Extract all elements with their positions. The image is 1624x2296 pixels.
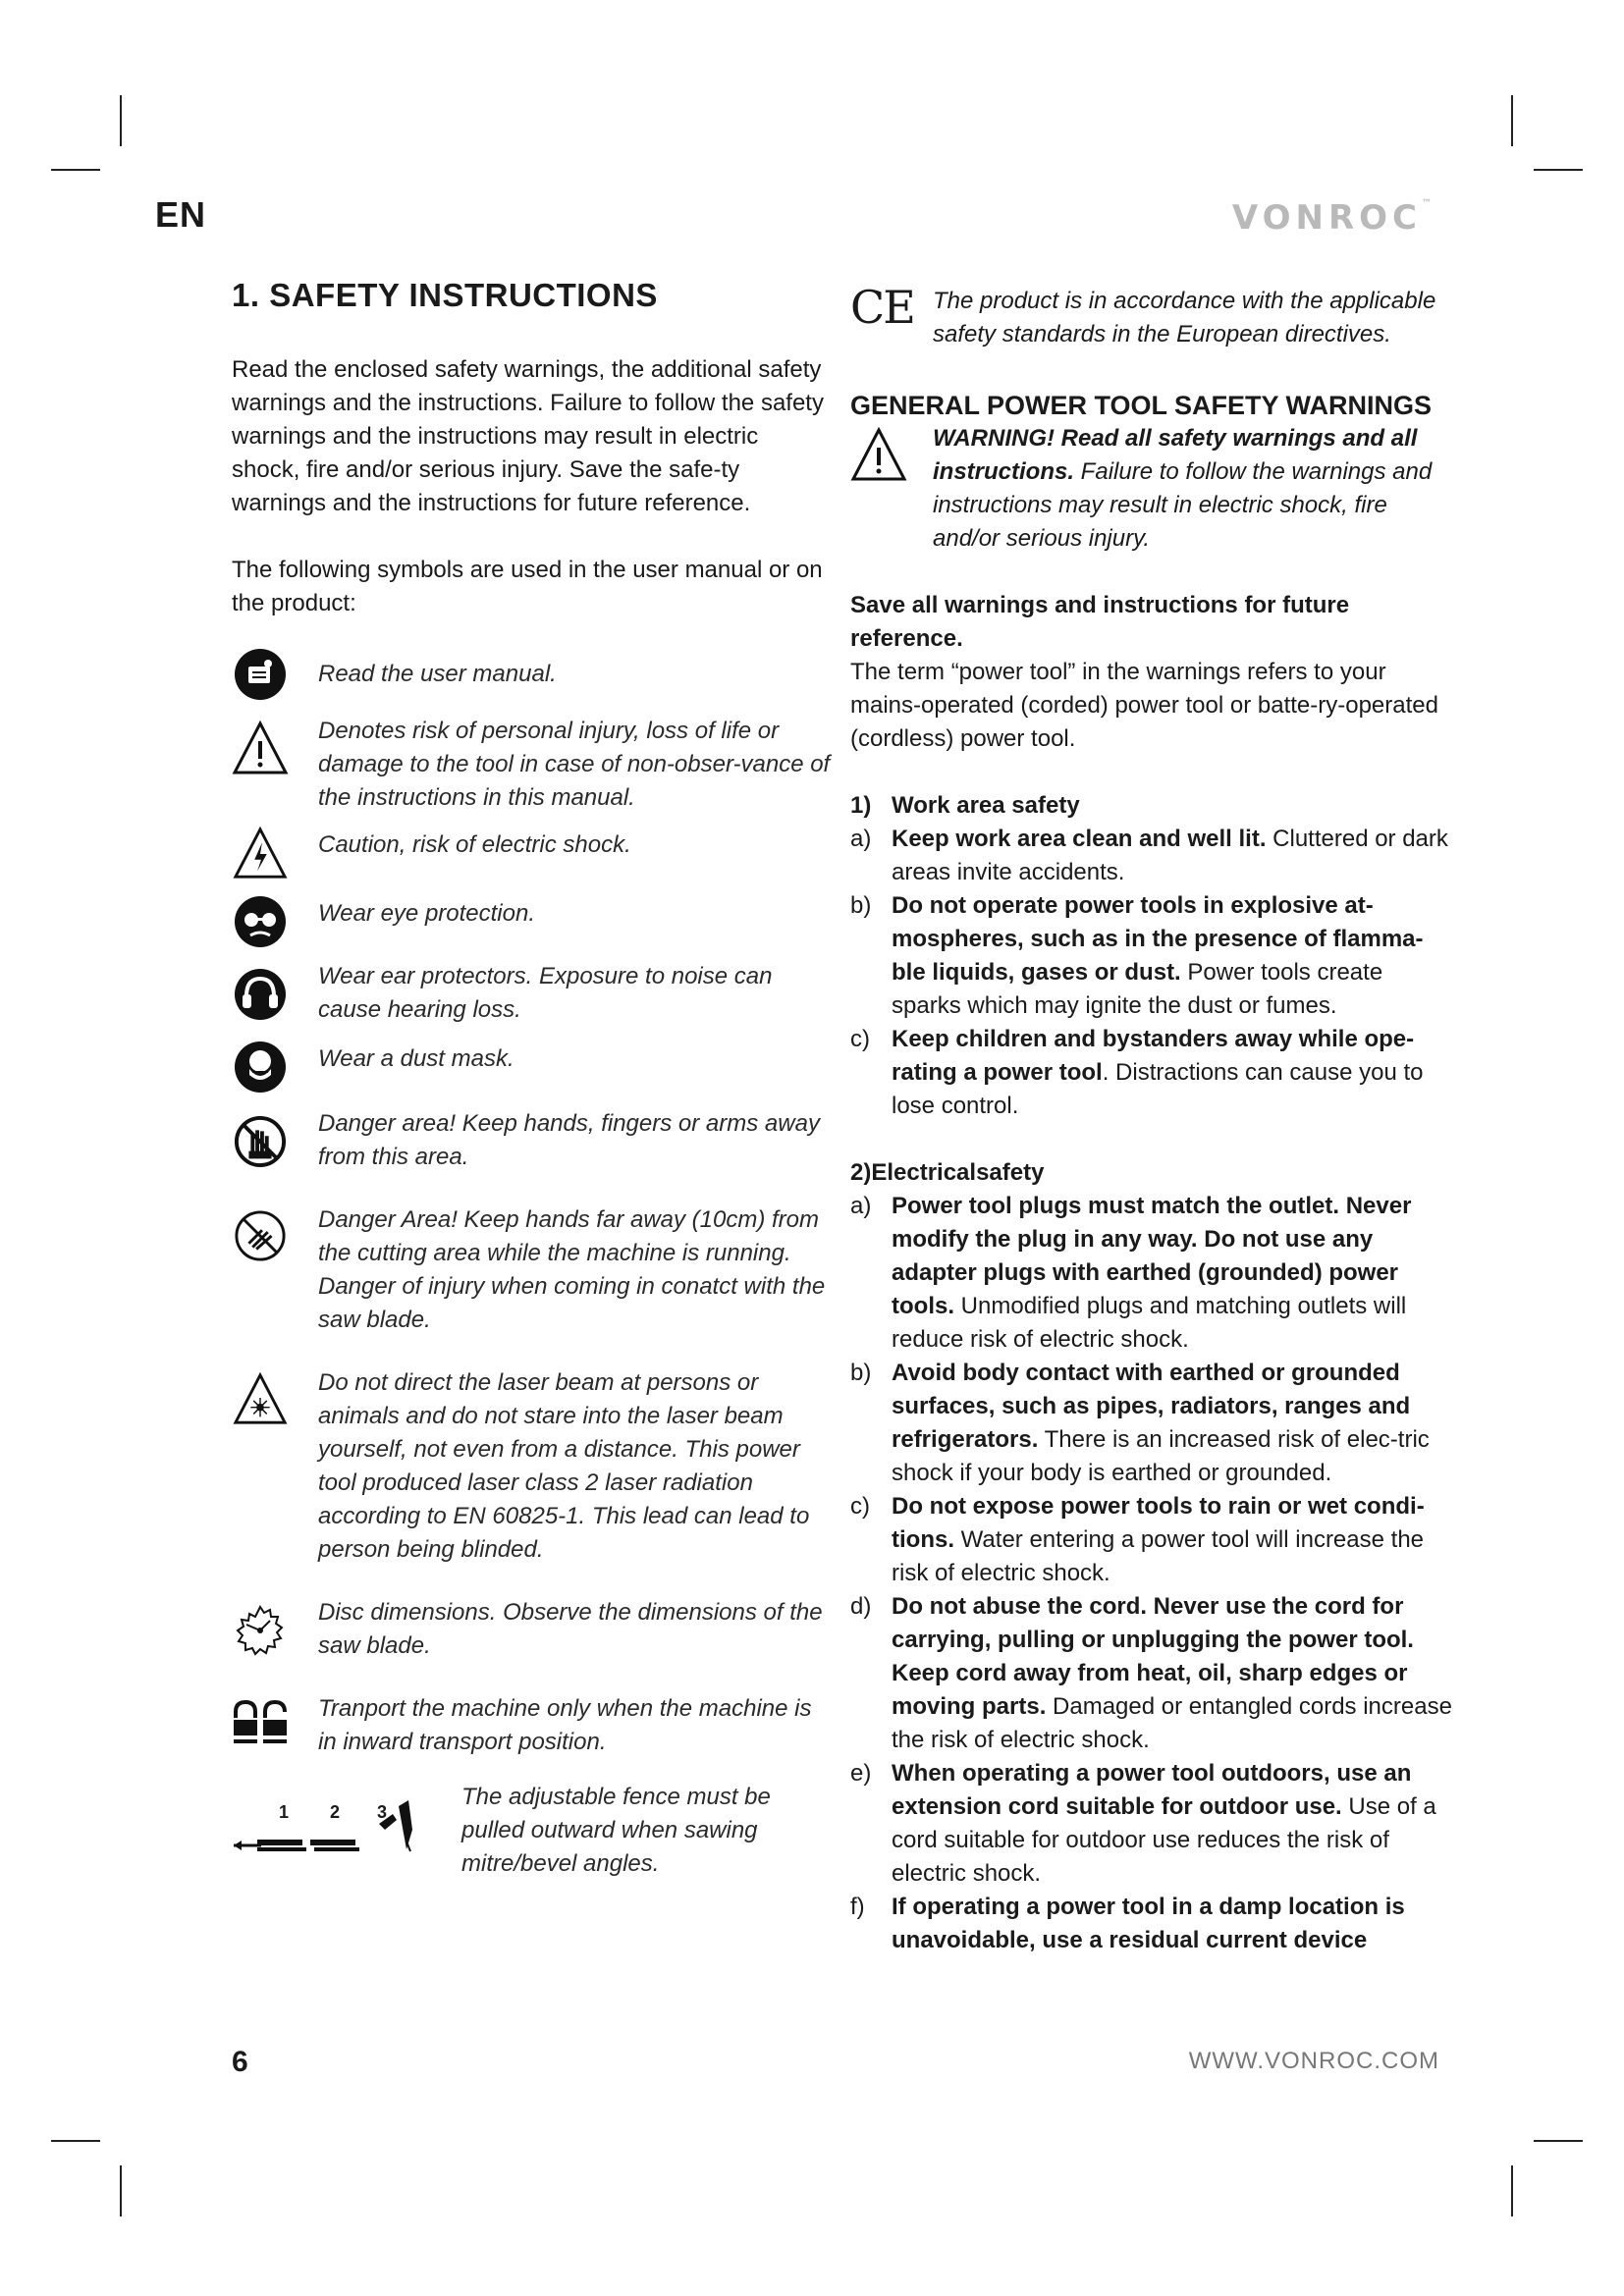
list-item: f) If operating a power tool in a damp location is unavoidable, use a residual current device [850, 1894, 1405, 1953]
brand-name: VONROC [1231, 198, 1422, 238]
list-item: c) Do not expose power tools to rain or wet condi-tions. Water entering a power tool will increase the risk of electric shock. [850, 1493, 1425, 1586]
warning-triangle-icon [850, 422, 933, 488]
fence-label-3: 3 [377, 1802, 388, 1822]
list-item: a) Power tool plugs must match the outlet. Never modify the plug in any way. Do not use any adapter plugs with earthed (grounded) power tools. Unmodified plugs and matching outlets will reduce risk of electric shock. [850, 1193, 1412, 1353]
dust-mask-icon [232, 1039, 289, 1095]
section-1-heading: 1) Work area safety [850, 792, 1080, 819]
crop-mark [120, 95, 122, 146]
list-item: c) Keep children and bystanders away while ope-rating a power tool. Distractions can cause you to lose control. [850, 1026, 1424, 1119]
fence-label-2: 2 [330, 1802, 341, 1822]
intro-paragraph: Read the enclosed safety warnings, the additional safety warnings and the instructions. Failure to follow the safety warnings and the instructions may result in electric shock, fire and/or serious injury. Save the safe-ty warnings and the instructions for future reference. [232, 356, 824, 516]
fence-diagram [232, 1789, 442, 1877]
crop-mark [51, 2140, 100, 2142]
manual-icon [232, 646, 289, 703]
list-item: b) Do not operate power tools in explosive at-mospheres, such as in the presence of flamma-ble liquids, gases or dust. Power tools create sparks which may ignite the dust or fumes. [850, 892, 1424, 1019]
laser-icon [232, 1370, 289, 1427]
ce-text: The product is in accordance with the applicable safety standards in the European directives. [933, 288, 1436, 347]
language-code: EN [155, 194, 207, 235]
section-heading: 1. SAFETY INSTRUCTIONS [232, 277, 658, 313]
symbol-row: Read the user manual. [232, 646, 833, 703]
list-item: b) Avoid body contact with earthed or grounded surfaces, such as pipes, radiators, ranges and refrigerators. There is an increased risk of elec-tric shock if your body is earthed or grounded. [850, 1360, 1430, 1486]
left-column [232, 277, 833, 1881]
crop-mark [1534, 169, 1583, 171]
disc-icon [232, 1602, 289, 1659]
warning-bold: WARNING! Read all safety warnings and all instructions. [933, 425, 1418, 485]
symbol-row: Wear ear protectors. Exposure to noise can cause hearing loss. [232, 960, 833, 1027]
symbol-row: Danger area! Keep hands, fingers or arms away from this area. [232, 1107, 833, 1174]
crop-mark [1511, 2165, 1513, 2216]
no-hands-icon [232, 1113, 289, 1170]
symbols-intro: The following symbols are used in the user manual or on the product: [232, 557, 823, 616]
symbol-row: Wear eye protection. [232, 893, 833, 950]
save-instructions: Save all warnings and instructions for future reference. [850, 592, 1350, 652]
section-1-list [850, 823, 1453, 1123]
section-2-list [850, 1190, 1453, 1957]
electric-shock-icon [232, 825, 289, 881]
symbol-row: Caution, risk of electric shock. [232, 825, 833, 881]
symbol-row: Wear a dust mask. [232, 1039, 833, 1095]
general-warnings-heading: GENERAL POWER TOOL SAFETY WARNINGS [850, 391, 1433, 420]
ce-mark: CE [850, 281, 914, 334]
crop-mark [1534, 2140, 1583, 2142]
symbol-row: Denotes risk of personal injury, loss of life or damage to the tool in case of non-obser-vance of the instructions in this manual. [232, 715, 833, 815]
hands-away-icon [232, 1207, 289, 1264]
eye-protection-icon [232, 893, 289, 950]
ear-protection-icon [232, 966, 289, 1023]
transport-lock-icon [232, 1696, 289, 1753]
symbol-row: Disc dimensions. Observe the dimensions of the saw blade. [232, 1596, 833, 1663]
website-url: WWW.VONROC.COM [1188, 2048, 1439, 2074]
ce-row [850, 277, 1453, 351]
crop-mark [120, 2165, 122, 2216]
section-2-heading: 2)Electricalsafety [850, 1159, 1045, 1186]
symbol-row: Do not direct the laser beam at persons or animals and do not stare into the laser beam yourself, not even from a distance. This power tool produced laser class 2 laser radiation according to EN 60825-1. This lead can lead to person being blinded. [232, 1366, 833, 1567]
symbol-row: Danger Area! Keep hands far away (10cm) from the cutting area while the machine is running. Danger of injury when coming in conatct with the saw blade. [232, 1203, 833, 1337]
symbol-row: Tranport the machine only when the machine is in inward transport position. [232, 1692, 833, 1759]
fence-arrow-icon [232, 1789, 442, 1877]
symbol-row: 1 2 3 The adjustable fence must be pulled outward when sawing mitre/bevel angles. [232, 1789, 833, 1881]
fence-label-1: 1 [279, 1802, 290, 1822]
list-item: a) Keep work area clean and well lit. Cluttered or dark areas invite accidents. [850, 826, 1448, 885]
crop-mark [51, 169, 100, 171]
right-column [850, 277, 1453, 1957]
list-item: e) When operating a power tool outdoors, use an extension cord suitable for outdoor use. Use of a cord suitable for outdoor use reduces the risk of electric shock. [850, 1760, 1436, 1887]
list-item: d) Do not abuse the cord. Never use the cord for carrying, pulling or unplugging the power tool. Keep cord away from heat, oil, sharp edges or moving parts. Damaged or entangled cords increase the risk of electric shock. [850, 1593, 1452, 1753]
term-definition: The term “power tool” in the warnings refers to your mains-operated (corded) power tool or batte-ry-operated (cordless) power tool. [850, 659, 1438, 752]
brand-logo: VONROC™ [1231, 198, 1432, 238]
warning-triangle-icon [232, 715, 289, 781]
crop-mark [1511, 95, 1513, 146]
warning-text: Failure to follow the warnings and instructions may result in electric shock, fire and/or serious injury. [933, 458, 1433, 552]
warning-row [850, 422, 1453, 556]
page-number: 6 [232, 2046, 248, 2078]
